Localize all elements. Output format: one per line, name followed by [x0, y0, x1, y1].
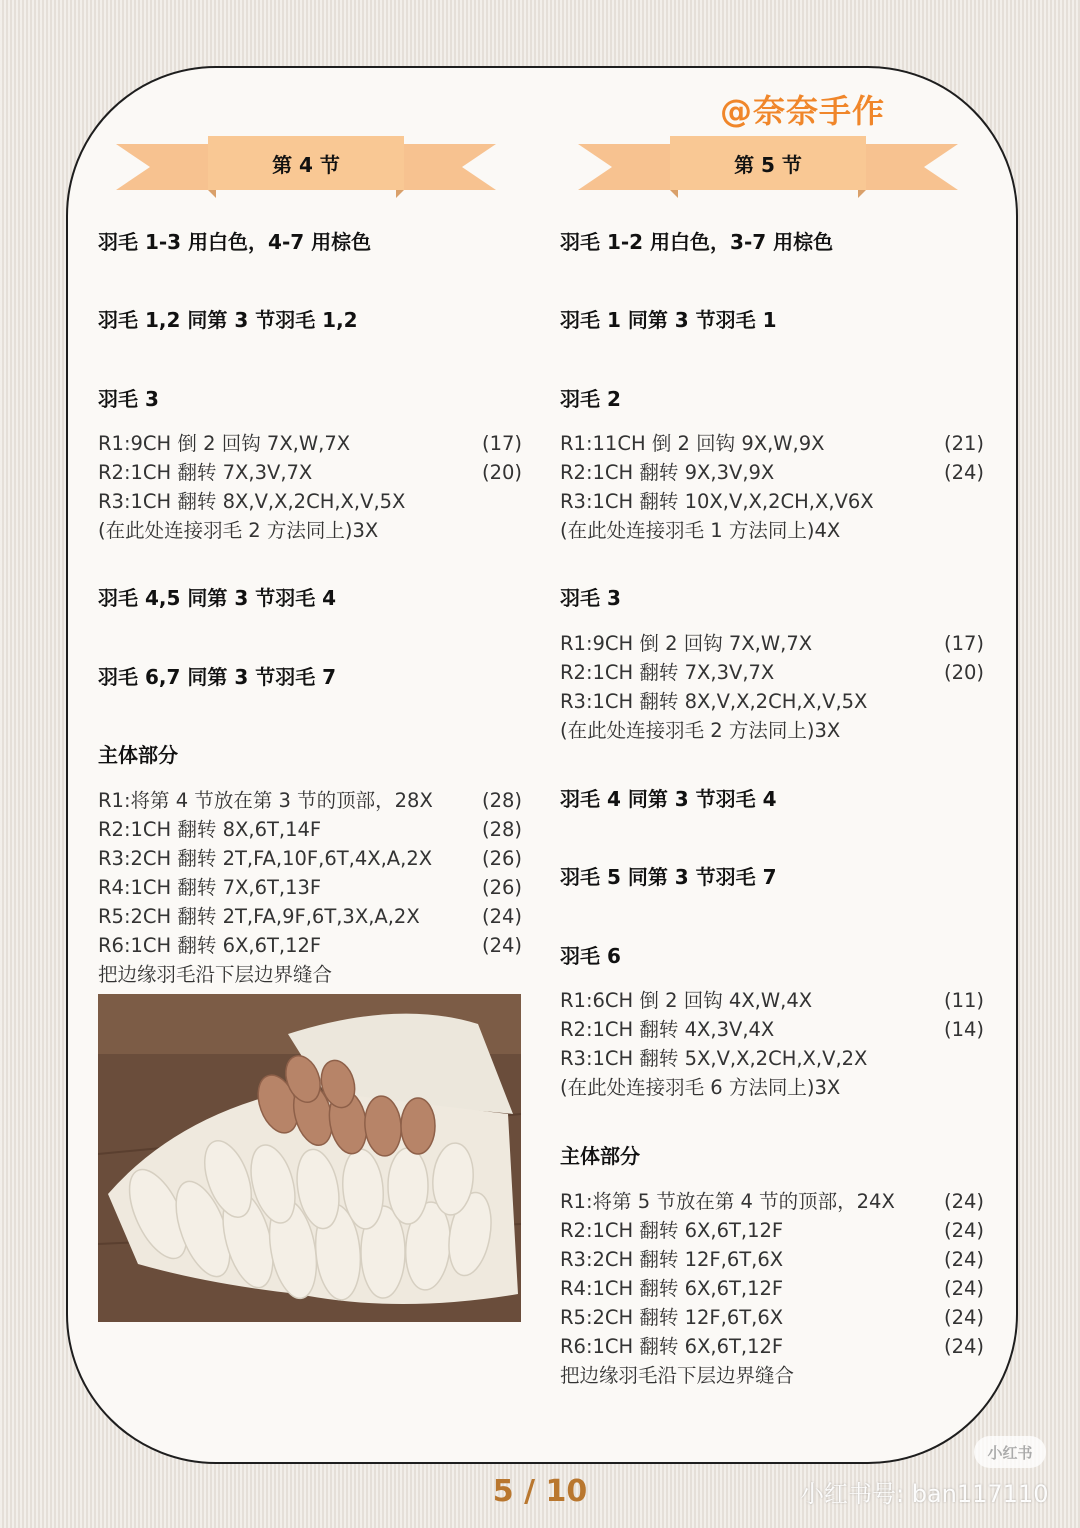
s5-feather-6-title: 羽毛 6 — [560, 944, 621, 968]
s4-feather-3-title: 羽毛 3 — [98, 387, 159, 411]
pattern-note: (在此处连接羽毛 6 方法同上)3X — [560, 1076, 841, 1099]
s5-feather-1: 羽毛 1 同第 3 节羽毛 1 — [560, 308, 777, 332]
pattern-row: R1:9CH 倒 2 回钩 7X,W,7X (17) — [560, 632, 984, 655]
pattern-row: R3:2CH 翻转 2T,FA,10F,6T,4X,A,2X (26) — [98, 847, 522, 870]
pattern-row: R1:将第 4 节放在第 3 节的顶部，28X (28) — [98, 789, 522, 812]
pattern-row: R2:1CH 翻转 6X,6T,12F (24) — [560, 1219, 984, 1242]
s4-feather-1-2: 羽毛 1,2 同第 3 节羽毛 1,2 — [98, 308, 358, 332]
s4-body-rows — [98, 786, 522, 989]
s5-feather-6-rows — [560, 986, 984, 1102]
pattern-row: R3:1CH 翻转 10X,V,X,2CH,X,V6X — [560, 490, 874, 513]
pattern-row: R2:1CH 翻转 4X,3V,4X (14) — [560, 1018, 984, 1041]
s5-body-title: 主体部分 — [560, 1144, 640, 1168]
section-4-banner — [116, 134, 496, 200]
pattern-row: R1:11CH 倒 2 回钩 9X,W,9X (21) — [560, 432, 984, 455]
section-5-banner — [578, 134, 958, 200]
s4-feather-3-rows — [98, 429, 522, 545]
pattern-note: 把边缘羽毛沿下层边界缝合 — [98, 963, 333, 986]
s5-feather-5: 羽毛 5 同第 3 节羽毛 7 — [560, 865, 777, 889]
s5-feather-2-rows — [560, 429, 984, 545]
pattern-note: 把边缘羽毛沿下层边界缝合 — [560, 1364, 795, 1387]
pattern-note: (在此处连接羽毛 2 方法同上)3X — [98, 519, 379, 542]
pattern-row: R1:将第 5 节放在第 4 节的顶部，24X (24) — [560, 1190, 984, 1213]
pattern-row: R6:1CH 翻转 6X,6T,12F (24) — [98, 934, 522, 957]
s5-feather-2-title: 羽毛 2 — [560, 387, 621, 411]
pattern-row: R5:2CH 翻转 12F,6T,6X (24) — [560, 1306, 984, 1329]
pattern-row: R3:1CH 翻转 8X,V,X,2CH,X,V,5X — [560, 690, 868, 713]
pattern-note: (在此处连接羽毛 2 方法同上)3X — [560, 719, 841, 742]
pattern-row: R5:2CH 翻转 2T,FA,9F,6T,3X,A,2X (24) — [98, 905, 522, 928]
brand-watermark: @奈奈手作 — [720, 92, 886, 130]
platform-badge: 小红书 — [974, 1436, 1046, 1468]
pattern-row: R3:1CH 翻转 5X,V,X,2CH,X,V,2X — [560, 1047, 868, 1070]
platform-user-id: 小红书号: ban117110 — [800, 1480, 1049, 1508]
wing-illustration — [98, 994, 521, 1322]
crochet-wing-photo — [98, 994, 521, 1322]
section-5-title: 第 5 节 — [734, 152, 802, 177]
pattern-note: (在此处连接羽毛 1 方法同上)4X — [560, 519, 841, 542]
s4-feather-4-5: 羽毛 4,5 同第 3 节羽毛 4 — [98, 586, 337, 610]
pattern-row: R4:1CH 翻转 7X,6T,13F (26) — [98, 876, 522, 899]
pattern-row: R1:9CH 倒 2 回钩 7X,W,7X (17) — [98, 432, 522, 455]
s5-body-rows — [560, 1187, 984, 1390]
pattern-row: R2:1CH 翻转 9X,3V,9X (24) — [560, 461, 984, 484]
pattern-row: R1:6CH 倒 2 回钩 4X,W,4X (11) — [560, 989, 984, 1012]
pattern-row: R3:2CH 翻转 12F,6T,6X (24) — [560, 1248, 984, 1271]
section-4-title: 第 4 节 — [272, 152, 340, 177]
pattern-row: R2:1CH 翻转 7X,3V,7X (20) — [98, 461, 522, 484]
s4-body-title: 主体部分 — [98, 743, 178, 767]
s5-feather-4: 羽毛 4 同第 3 节羽毛 4 — [560, 787, 777, 811]
pattern-row: R2:1CH 翻转 8X,6T,14F (28) — [98, 818, 522, 841]
s5-feather-3-rows — [560, 629, 984, 745]
pattern-row: R6:1CH 翻转 6X,6T,12F (24) — [560, 1335, 984, 1358]
pattern-row: R3:1CH 翻转 8X,V,X,2CH,X,V,5X — [98, 490, 406, 513]
pattern-row: R4:1CH 翻转 6X,6T,12F (24) — [560, 1277, 984, 1300]
page-indicator: 5 / 10 — [492, 1474, 588, 1509]
s4-intro: 羽毛 1-3 用白色，4-7 用棕色 — [98, 230, 372, 254]
s5-feather-3-title: 羽毛 3 — [560, 586, 621, 610]
pattern-row: R2:1CH 翻转 7X,3V,7X (20) — [560, 661, 984, 684]
s5-intro: 羽毛 1-2 用白色，3-7 用棕色 — [560, 230, 834, 254]
s4-feather-6-7: 羽毛 6,7 同第 3 节羽毛 7 — [98, 665, 337, 689]
